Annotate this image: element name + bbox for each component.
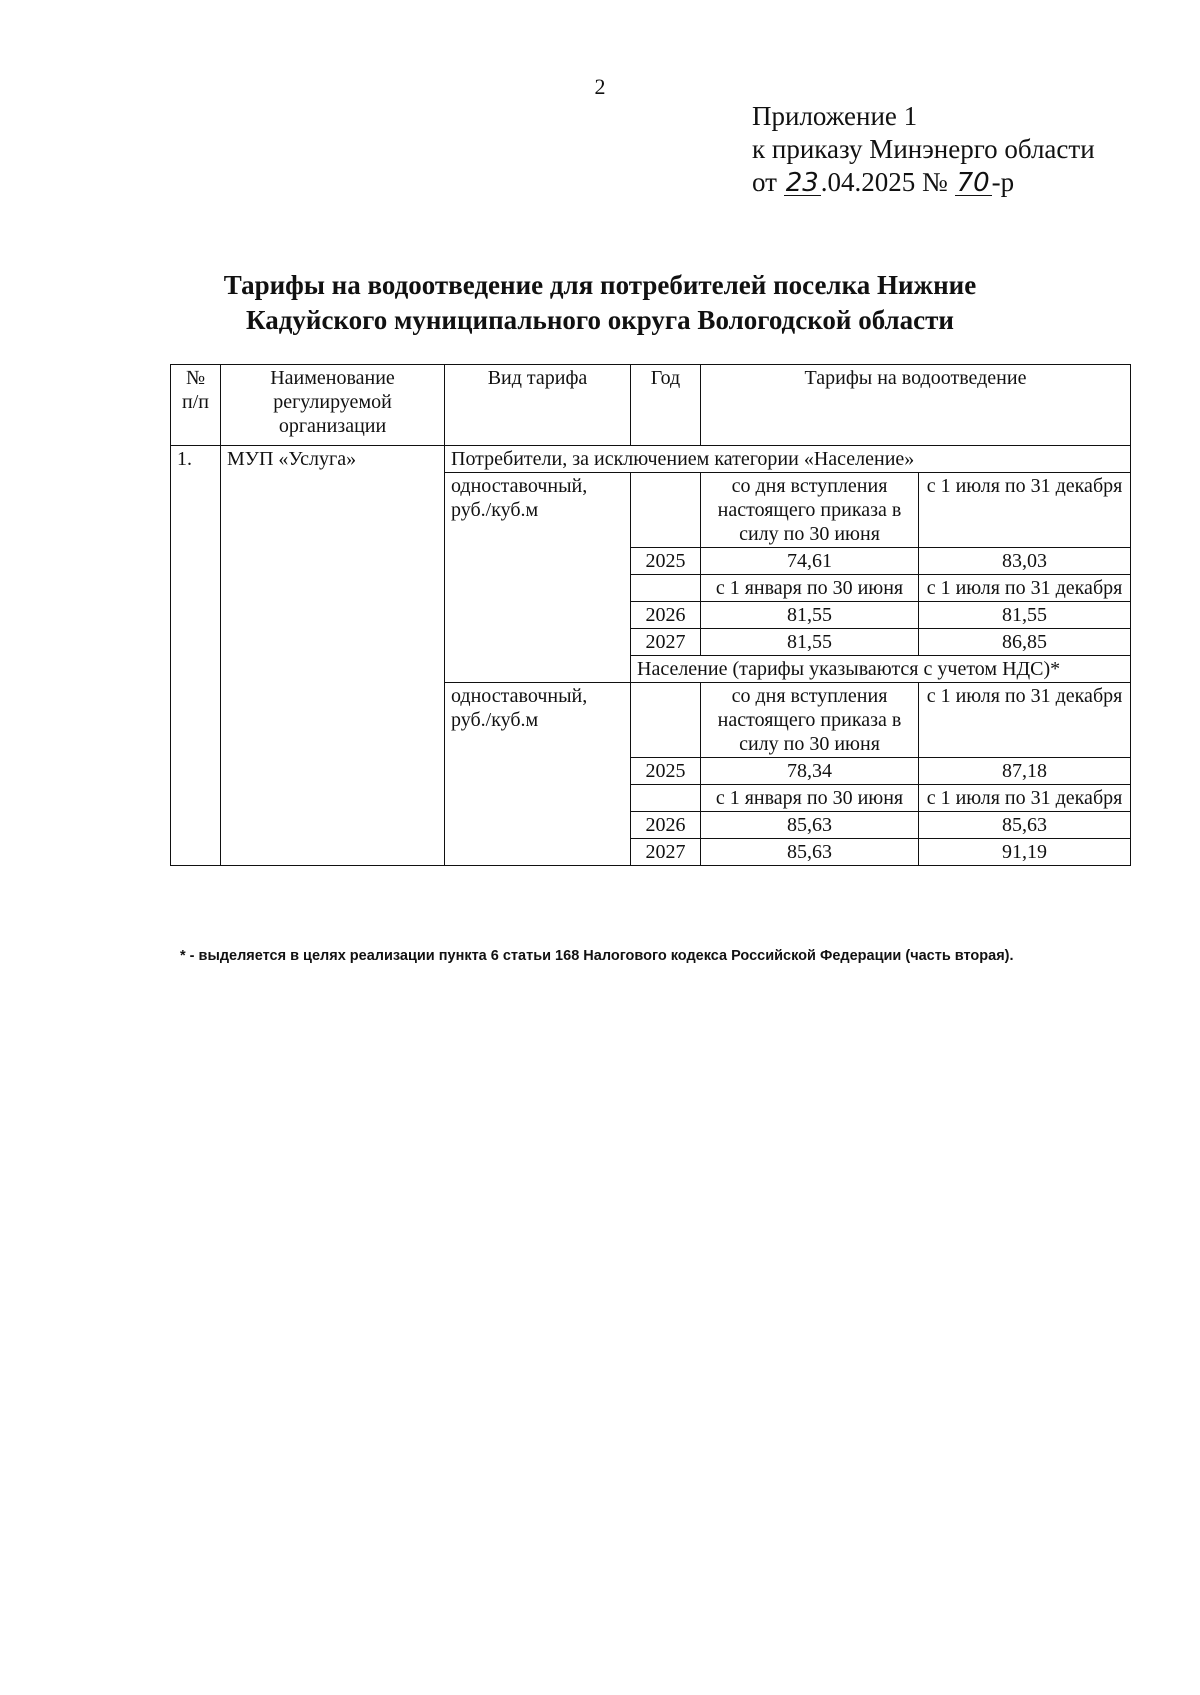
appendix-date-line [752, 166, 1095, 199]
year-cell: 2027 [631, 629, 701, 656]
organization-name: МУП «Услуга» [221, 446, 445, 866]
year-cell-empty [631, 785, 701, 812]
year-cell-empty [631, 575, 701, 602]
header-tariffs: Тарифы на водоотведение [701, 365, 1131, 446]
tariff-value: 78,34 [701, 758, 919, 785]
tariff-value: 81,55 [701, 602, 919, 629]
tariff-value: 91,19 [919, 839, 1131, 866]
appendix-order-ref: к приказу Минэнерго области [752, 134, 1095, 164]
tariff-type: одноставочный, руб./куб.м [445, 683, 631, 866]
period-label: с 1 июля по 31 декабря [919, 473, 1131, 548]
period-label: с 1 июля по 31 декабря [919, 575, 1131, 602]
row-number: 1. [171, 446, 221, 866]
tariff-value: 85,63 [701, 812, 919, 839]
year-cell-empty [631, 683, 701, 758]
header-org: Наименование регулируемой организации [221, 365, 445, 446]
table-header-row [171, 365, 1131, 446]
tariff-value: 87,18 [919, 758, 1131, 785]
period-label: со дня вступления настоящего приказа в силу по 30 июня [701, 473, 919, 548]
period-label: с 1 января по 30 июня [701, 575, 919, 602]
tariff-value: 83,03 [919, 548, 1131, 575]
period-label: с 1 января по 30 июня [701, 785, 919, 812]
tariff-value: 81,55 [701, 629, 919, 656]
year-cell: 2025 [631, 548, 701, 575]
year-cell: 2027 [631, 839, 701, 866]
title-line-2: Кадуйского муниципального округа Вологодской области [246, 305, 954, 335]
date-prefix: от [752, 167, 784, 197]
document-title [100, 268, 1100, 338]
year-cell: 2026 [631, 602, 701, 629]
category-population: Население (тарифы указываются с учетом НДС)* [631, 656, 1131, 683]
date-rest: .04.2025 № [820, 167, 955, 197]
table-row [171, 446, 1131, 473]
header-type: Вид тарифа [445, 365, 631, 446]
header-year: Год [631, 365, 701, 446]
year-cell: 2026 [631, 812, 701, 839]
tariffs-table [170, 364, 1131, 866]
tariff-type: одноставочный, руб./куб.м [445, 473, 631, 683]
period-label: со дня вступления настоящего приказа в силу по 30 июня [701, 683, 919, 758]
tariff-value: 85,63 [919, 812, 1131, 839]
handwritten-order-number: 70 [956, 168, 990, 198]
header-num: № п/п [171, 365, 221, 446]
footnote: * - выделяется в целях реализации пункта 6 статьи 168 Налогового кодекса Российской Федерации (часть вторая). [180, 948, 1014, 964]
year-cell-empty [631, 473, 701, 548]
appendix-header [752, 100, 1095, 199]
title-line-1: Тарифы на водоотведение для потребителей поселка Нижние [223, 270, 977, 300]
tariff-value: 86,85 [919, 629, 1131, 656]
order-suffix: -р [991, 167, 1015, 197]
page-number: 2 [594, 74, 606, 99]
category-other: Потребители, за исключением категории «Население» [445, 446, 1131, 473]
appendix-title: Приложение 1 [752, 101, 918, 131]
tariff-value: 74,61 [701, 548, 919, 575]
handwritten-day: 23 [785, 168, 819, 198]
period-label: с 1 июля по 31 декабря [919, 683, 1131, 758]
tariff-value: 85,63 [701, 839, 919, 866]
tariff-value: 81,55 [919, 602, 1131, 629]
period-label: с 1 июля по 31 декабря [919, 785, 1131, 812]
year-cell: 2025 [631, 758, 701, 785]
